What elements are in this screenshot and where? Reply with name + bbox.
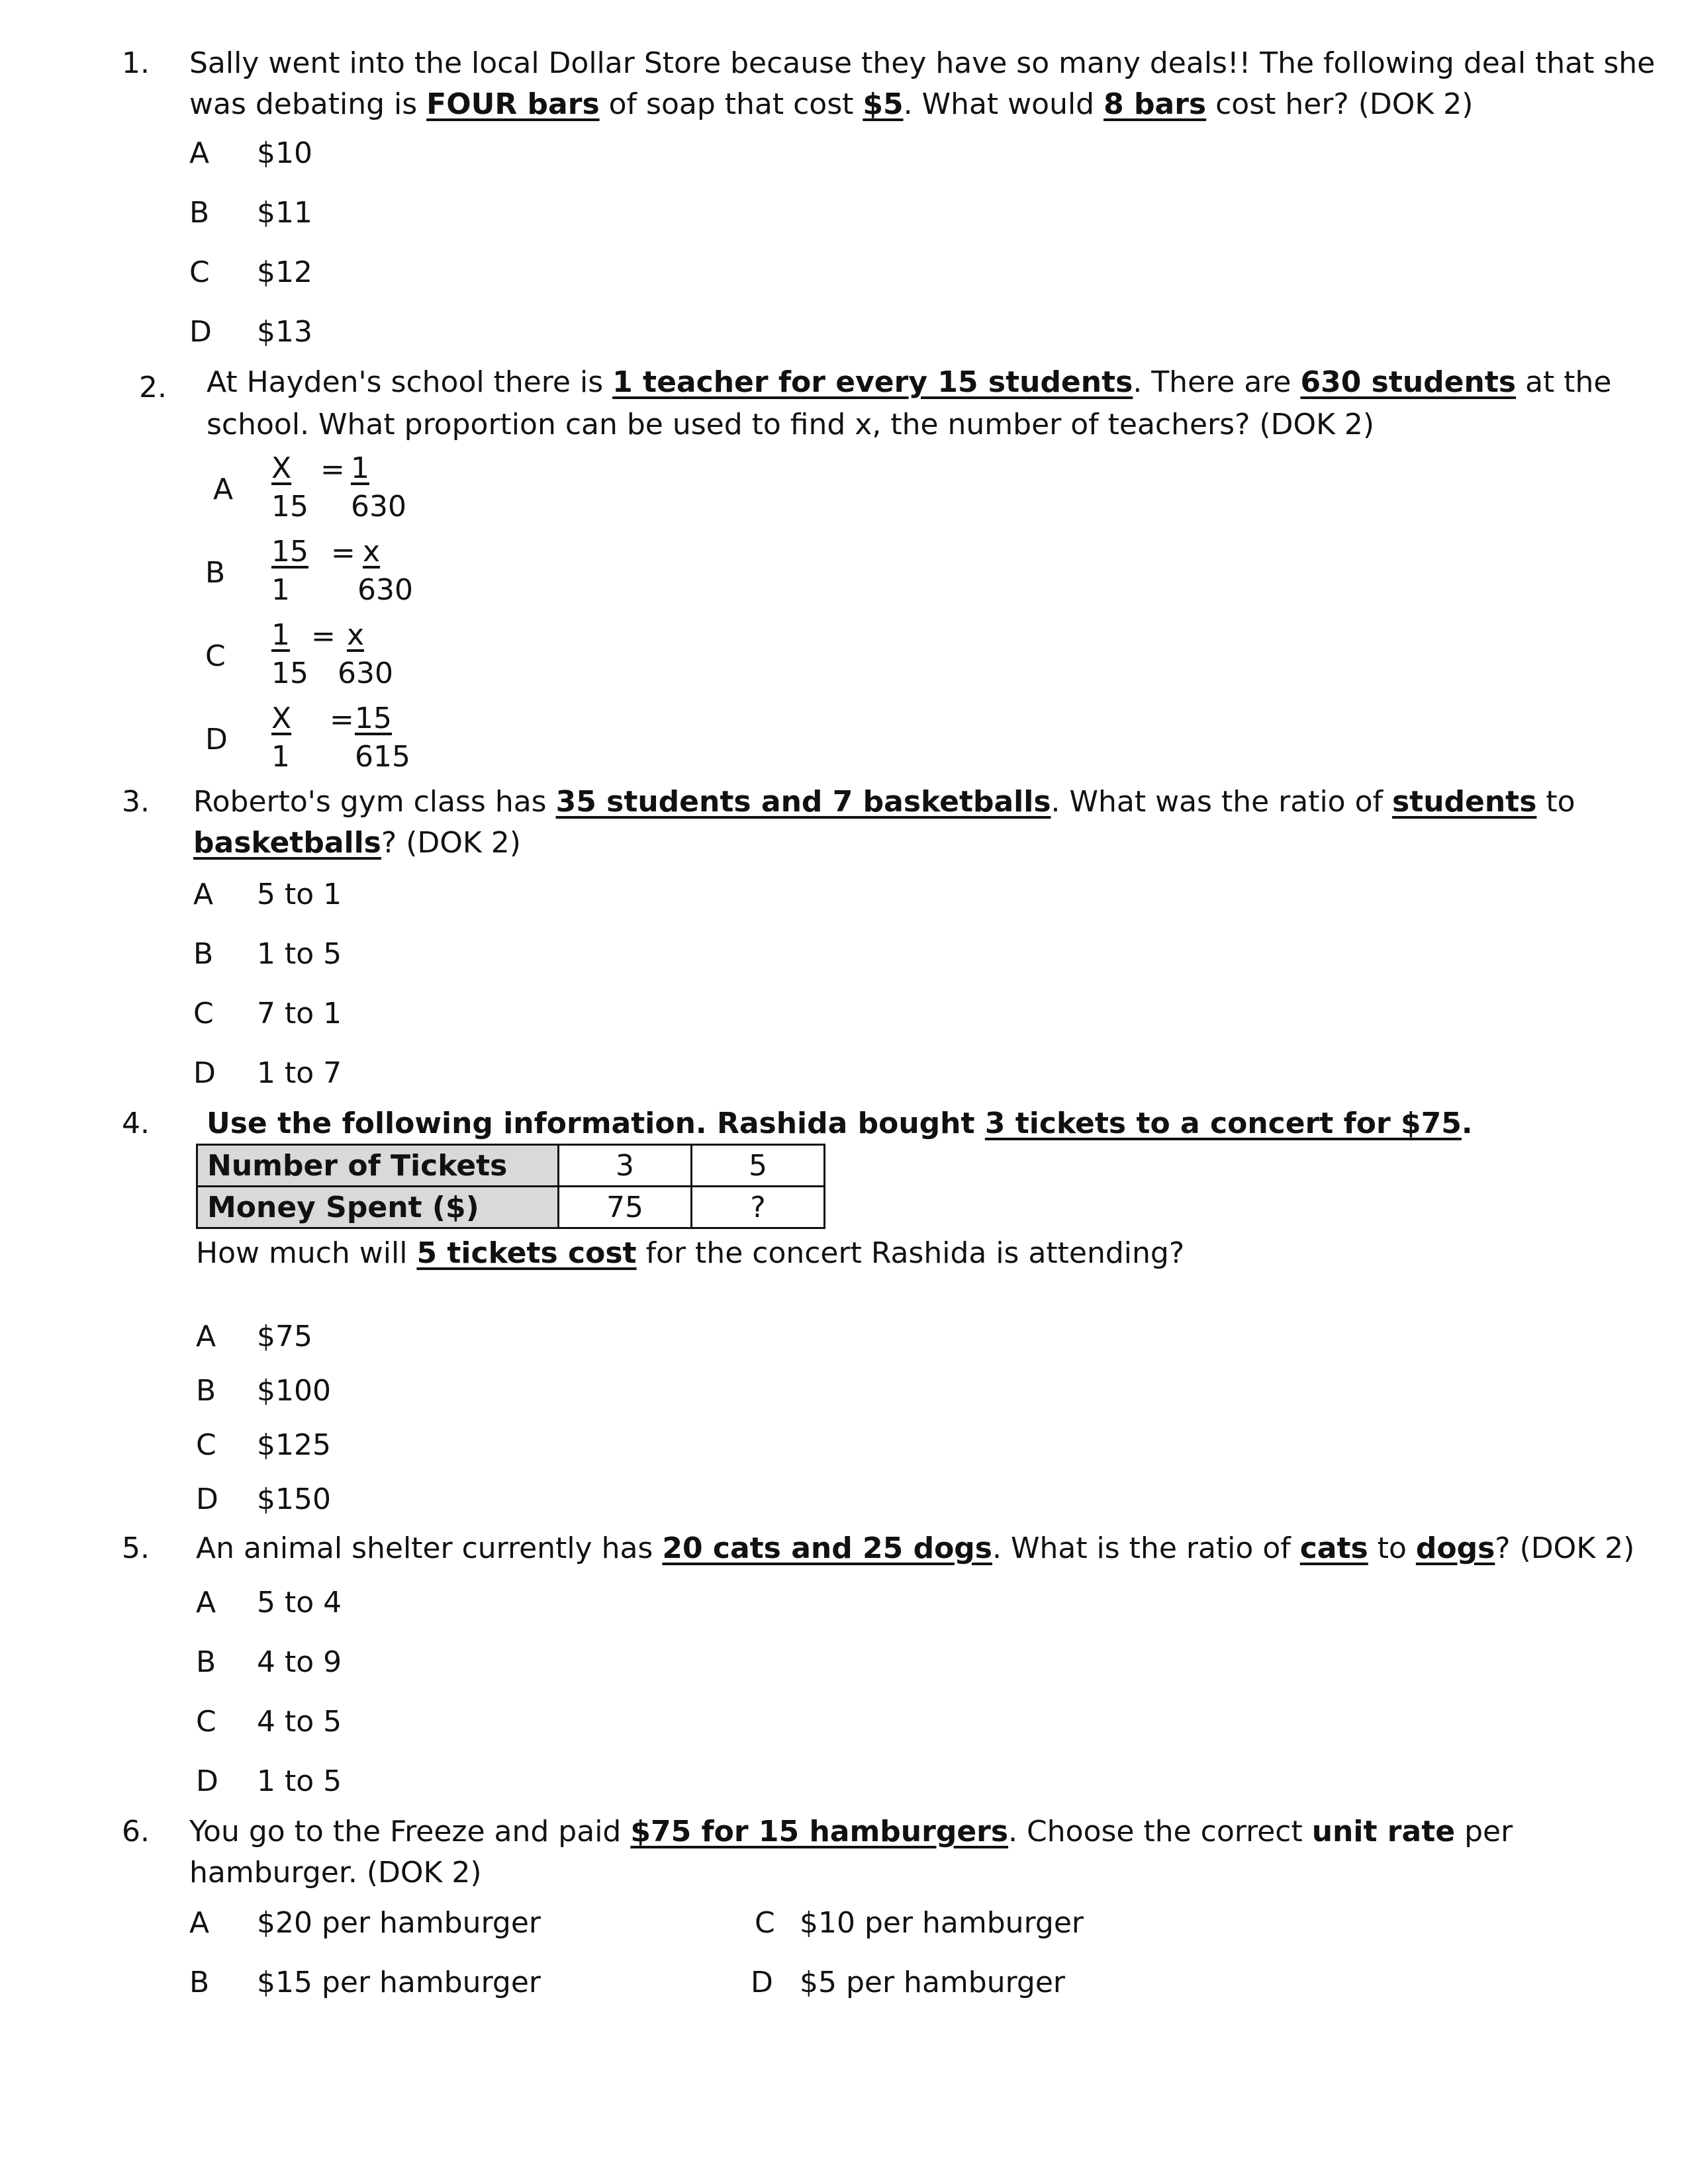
choice-letter: D: [189, 315, 212, 349]
choice-text: 1 to 5: [257, 937, 342, 971]
choice-letter: A: [193, 878, 214, 911]
table-cell: 75: [559, 1187, 692, 1228]
choice-text: 4 to 5: [257, 1705, 342, 1739]
question-number: 1.: [122, 46, 150, 80]
question-number: 5.: [122, 1531, 150, 1565]
choice-text: $11: [257, 196, 312, 230]
choice-text: 1 to 5: [257, 1764, 342, 1798]
denominator: 630: [351, 490, 406, 523]
table-row-header: Number of Tickets: [197, 1145, 559, 1187]
question-number: 2.: [139, 371, 167, 404]
choice-text: $20 per hamburger: [257, 1906, 541, 1940]
choice-text: 7 to 1: [257, 997, 342, 1030]
choice-letter: D: [205, 723, 228, 756]
numerator: 15: [271, 535, 308, 569]
question-number: 3.: [122, 785, 150, 819]
numerator: 1: [271, 618, 290, 652]
question-text: An animal shelter currently has 20 cats and 25 dogs. What is the ratio of cats to dogs? (DOK 2): [196, 1531, 1635, 1565]
table-cell: 5: [692, 1145, 825, 1187]
denominator: 15: [271, 490, 308, 523]
fraction: [271, 533, 308, 610]
choice-text: 1 to 7: [257, 1056, 342, 1090]
choice-letter: A: [196, 1320, 216, 1353]
question-text: How much will 5 tickets cost for the concert Rashida is attending?: [196, 1236, 1185, 1270]
choice-letter: B: [193, 937, 214, 971]
numerator: X: [271, 702, 292, 735]
table-row: [197, 1145, 825, 1187]
choice-letter: A: [189, 1906, 210, 1940]
choice-letter: C: [196, 1428, 216, 1462]
choice-text: $12: [257, 255, 312, 289]
choice-text: $100: [257, 1374, 331, 1408]
choice-letter: C: [196, 1705, 216, 1739]
choice-text: $75: [257, 1320, 312, 1353]
question-text: Roberto's gym class has 35 students and 7 basketballs. What was the ratio of students to: [193, 785, 1575, 819]
question-text: hamburger. (DOK 2): [189, 1856, 482, 1889]
fraction: [351, 450, 406, 527]
choice-letter: D: [193, 1056, 216, 1090]
choice-letter: A: [189, 136, 210, 170]
table-row: [197, 1187, 825, 1228]
fraction: [271, 450, 308, 527]
choice-letter: C: [193, 997, 214, 1030]
question-text: school. What proportion can be used to find x, the number of teachers? (DOK 2): [207, 408, 1375, 441]
table-cell: ?: [692, 1187, 825, 1228]
denominator: 615: [355, 740, 410, 774]
fraction: [357, 533, 413, 610]
choice-text: $13: [257, 315, 312, 349]
denominator: 15: [271, 657, 308, 690]
denominator: 1: [271, 740, 290, 774]
equals-sign: =: [331, 536, 355, 570]
choice-letter: B: [189, 196, 210, 230]
numerator: 15: [355, 702, 392, 735]
fraction: [355, 700, 410, 777]
fraction: [271, 617, 308, 694]
denominator: 1: [271, 573, 290, 607]
choice-text: $5 per hamburger: [800, 1966, 1065, 1999]
choice-text: $10: [257, 136, 312, 170]
fraction: [338, 617, 393, 694]
choice-letter: D: [196, 1482, 218, 1516]
data-table: [196, 1144, 825, 1229]
question-text: basketballs? (DOK 2): [193, 826, 521, 860]
numerator: X: [271, 451, 292, 485]
choice-letter: D: [196, 1764, 218, 1798]
question-text: Use the following information. Rashida bought 3 tickets to a concert for $75.: [207, 1107, 1473, 1140]
choice-text: $10 per hamburger: [800, 1906, 1084, 1940]
choice-letter: A: [196, 1586, 216, 1619]
equals-sign: =: [320, 453, 345, 486]
choice-letter: B: [196, 1374, 216, 1408]
numerator: 1: [351, 451, 369, 485]
question-text: You go to the Freeze and paid $75 for 15 hamburgers. Choose the correct unit rate per: [189, 1815, 1513, 1848]
choice-letter: B: [205, 556, 226, 590]
choice-letter: C: [205, 639, 226, 673]
choice-text: $125: [257, 1428, 331, 1462]
equals-sign: =: [311, 619, 336, 653]
question-text: At Hayden's school there is 1 teacher for every 15 students. There are 630 students at the: [207, 365, 1612, 399]
question-text: Sally went into the local Dollar Store because they have so many deals!! The following deal that she: [189, 46, 1656, 80]
fraction: [271, 700, 291, 777]
choice-letter: C: [755, 1906, 775, 1940]
choice-letter: B: [189, 1966, 210, 1999]
denominator: 630: [357, 573, 413, 607]
table-cell: 3: [559, 1145, 692, 1187]
choice-letter: B: [196, 1645, 216, 1679]
choice-text: 5 to 1: [257, 878, 342, 911]
question-number: 4.: [122, 1107, 150, 1140]
choice-text: 4 to 9: [257, 1645, 342, 1679]
choice-text: $150: [257, 1482, 331, 1516]
question-number: 6.: [122, 1815, 150, 1848]
numerator: x: [363, 535, 381, 569]
denominator: 630: [338, 657, 393, 690]
table-row-header: Money Spent ($): [197, 1187, 559, 1228]
numerator: x: [347, 618, 365, 652]
choice-text: 5 to 4: [257, 1586, 342, 1619]
choice-letter: D: [751, 1966, 773, 1999]
question-text: was debating is FOUR bars of soap that cost $5. What would 8 bars cost her? (DOK 2): [189, 87, 1474, 121]
choice-text: $15 per hamburger: [257, 1966, 541, 1999]
choice-letter: A: [213, 473, 234, 506]
choice-letter: C: [189, 255, 210, 289]
equals-sign: =: [330, 703, 354, 737]
